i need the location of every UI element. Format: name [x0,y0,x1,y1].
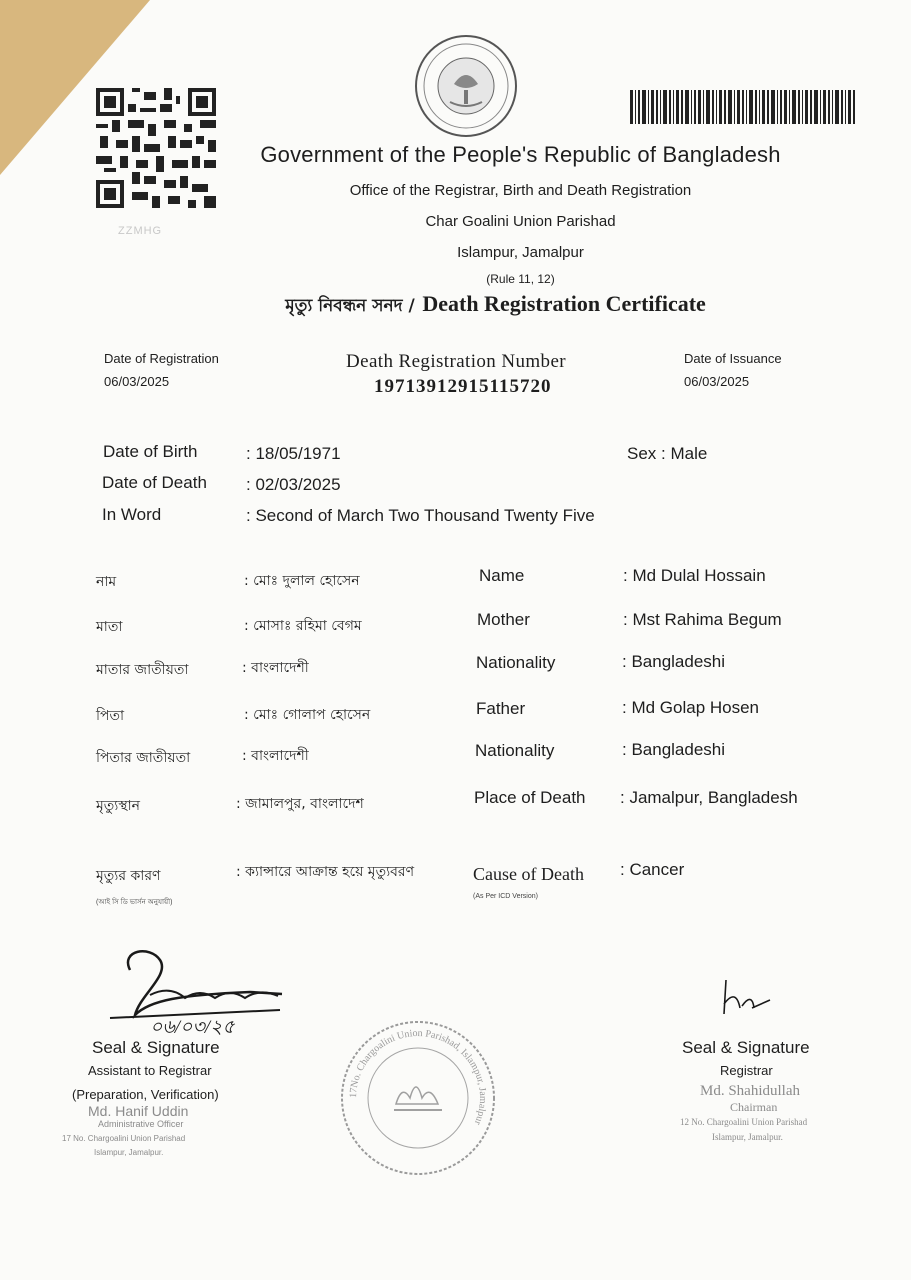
name-en-value: : Md Dulal Hossain [623,566,766,585]
place-of-death-en-value: : Jamalpur, Bangladesh [620,788,798,807]
rule-reference: (Rule 11, 12) [486,272,555,286]
mother-bn-value: : মোসাঃ রহিমা বেগম [244,618,362,634]
name-bn-value: : মোঃ দুলাল হোসেন [244,573,360,589]
cause-of-death-bn-value: : ক্যান্সারে আক্রান্ত হয়ে মৃত্যুবরণ [236,864,415,880]
date-of-registration-label: Date of Registration [104,351,219,366]
barcode-icon [630,90,855,124]
qr-code-text: ZZMHG [118,225,163,237]
office-address: Islampur, Jamalpur [457,244,584,261]
father-nationality-bn-label: পিতার জাতীয়তা [96,750,191,766]
date-of-issuance-value: 06/03/2025 [684,374,750,389]
name-bn-label: নাম [96,574,117,590]
cause-of-death-en-note: (As Per ICD Version) [473,893,538,900]
registrar-role: Registrar [720,1063,773,1078]
assistant-seal-signature-title: Seal & Signature [92,1038,220,1057]
father-nationality-bn-value: : বাংলাদেশী [242,748,309,764]
cause-of-death-bn-label: মৃত্যুর কারণ [96,868,161,884]
certificate-title-bn: মৃত্যু নিবন্ধন সনদ / [285,296,415,316]
sex-value: Sex : Male [627,444,708,463]
registration-number-label: Death Registration Number [346,351,567,372]
assistant-stamp-role: Administrative Officer [98,1119,184,1129]
assistant-signature-date: ০৬/০৩/২৫ [150,1017,235,1038]
union-name: Char Goalini Union Parishad [425,213,616,230]
assistant-stamp-name: Md. Hanif Uddin [88,1103,189,1119]
certificate-title [0,291,911,321]
registrar-stamp-name: Md. Shahidullah [700,1083,800,1099]
father-nationality-en-label: Nationality [475,741,555,760]
assistant-duty: (Preparation, Verification) [72,1087,219,1102]
place-of-death-bn-value: : জামালপুর, বাংলাদেশ [236,796,364,812]
office-name: Office of the Registrar, Birth and Death Registration [349,182,692,199]
date-of-death-label: Date of Death [102,473,207,492]
father-bn-value: : মোঃ গোলাপ হোসেন [244,707,371,723]
date-of-death-value: : 02/03/2025 [246,475,341,494]
union-parishad-seal-icon [338,1018,498,1178]
date-of-birth-value: : 18/05/1971 [246,444,341,463]
svg-text:17No. Chargoalini Union Parish [348,1028,488,1127]
registration-number-value: 19713912915115720 [374,376,552,397]
date-of-registration-value: 06/03/2025 [104,374,170,389]
registrar-stamp-role: Chairman [730,1100,778,1114]
certificate-title-en: Death Registration Certificate [422,291,706,316]
father-nationality-en-value: : Bangladeshi [622,740,726,759]
father-bn-label: পিতা [96,708,125,724]
mother-nationality-bn-value: : বাংলাদেশী [242,660,309,676]
seal-text: 17No. Chargoalini Union Parishad, Islampur, Jamalpur [347,1027,489,1127]
registrar-signature-icon [718,978,778,1018]
mother-nationality-en-value: : Bangladeshi [622,652,726,671]
in-word-label: In Word [102,505,162,524]
assistant-stamp-office: 17 No. Chargoalini Union Parishad [62,1134,186,1143]
father-en-label: Father [476,699,526,718]
mother-nationality-en-label: Nationality [476,653,556,672]
mother-nationality-bn-label: মাতার জাতীয়তা [96,662,189,678]
in-word-value: : Second of March Two Thousand Twenty Five [246,506,595,525]
registrar-seal-signature-title: Seal & Signature [682,1038,810,1057]
date-of-birth-label: Date of Birth [103,442,198,461]
mother-en-value: : Mst Rahima Begum [623,610,782,629]
government-emblem-icon [412,32,520,140]
mother-en-label: Mother [477,610,530,629]
date-of-issuance-label: Date of Issuance [684,351,782,366]
cause-of-death-en-value: : Cancer [620,860,685,879]
assistant-role: Assistant to Registrar [88,1063,212,1078]
registrar-stamp-office: 12 No. Chargoalini Union Parishad [680,1117,808,1127]
name-en-label: Name [479,566,525,585]
father-en-value: : Md Golap Hosen [622,698,760,717]
cause-of-death-bn-note: (আই সি ডি ভার্সন অনুযায়ী) [96,899,173,906]
assistant-stamp-place: Islampur, Jamalpur. [94,1148,164,1157]
mother-bn-label: মাতা [96,619,123,635]
government-title: Government of the People's Republic of Bangladesh [260,142,781,167]
cause-of-death-en-label: Cause of Death [473,864,584,884]
place-of-death-en-label: Place of Death [474,788,586,807]
registrar-stamp-place: Islampur, Jamalpur. [712,1132,783,1142]
place-of-death-bn-label: মৃত্যুস্থান [96,798,141,814]
